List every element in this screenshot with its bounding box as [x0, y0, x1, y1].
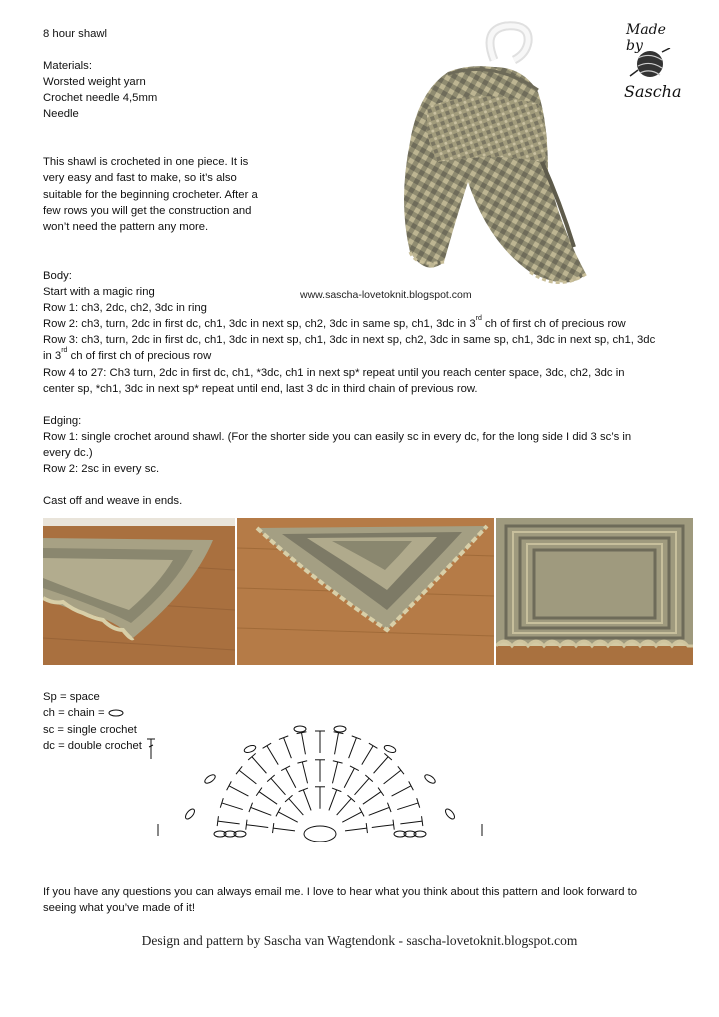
edging-row1: Row 1: single crochet around shawl. (For the shorter side you can easily sc in every dc, for the long side I did 3 sc’s in [43, 431, 632, 443]
logo-line2: Sascha [624, 82, 682, 101]
body-row4-cont: center sp, *ch1, 3dc in next sp* repeat until end, last 3 dc in third chain of previous row. [43, 383, 478, 395]
legend-chain: ch = chain = [43, 705, 124, 721]
dc-stitch [303, 790, 311, 811]
dc-stitch [397, 803, 418, 810]
dc-stitch-top [227, 781, 232, 790]
chain-stitch [294, 726, 306, 732]
dc-stitch [337, 799, 352, 816]
legend-space: Sp = space [43, 691, 100, 703]
dc-stitch-top [369, 743, 378, 748]
shawl-photo-1 [43, 518, 235, 665]
dc-stitch [222, 803, 243, 810]
brand-logo [616, 20, 686, 112]
dc-stitch-top [409, 781, 414, 790]
dc-stitch-top [256, 788, 262, 796]
shawl-spread-image [237, 518, 494, 665]
dc-stitch-top [276, 807, 281, 816]
yarn-ball-icon [628, 48, 672, 80]
dc-stitch [229, 786, 248, 796]
shawl-photo-2 [237, 518, 494, 665]
dc-stitch-top [281, 766, 290, 771]
materials-item: Needle [43, 108, 79, 120]
dc-stitch-top [217, 816, 218, 826]
materials-heading: Materials: [43, 60, 92, 72]
shawl-on-floor-image [43, 518, 235, 665]
dc-stitch-top [263, 743, 272, 748]
dc-stitch [344, 768, 354, 787]
chain-stitch [423, 773, 436, 785]
dc-stitch-top [398, 766, 404, 774]
crochet-chart-diagram [150, 712, 490, 842]
dc-stitch [363, 792, 381, 805]
intro-line: This shawl is crocheted in one piece. It is [43, 156, 249, 168]
dc-stitch [345, 828, 367, 831]
dc-stitch [251, 807, 272, 815]
intro-line: very easy and fast to make, so it’s also [43, 172, 237, 184]
dc-stitch [374, 757, 389, 774]
body-row3-cont: in 3rd ch of first ch of precious row [43, 347, 212, 362]
dc-stitch [342, 812, 361, 822]
dc-stitch [289, 799, 304, 816]
dc-stitch-top [378, 788, 384, 796]
body-row2: Row 2: ch3, turn, 2dc in first dc, ch1, 3dc in next sp, ch2, 3dc in same sp, ch1, 3dc in 3rd ch of first ch of precious row [43, 315, 626, 330]
dc-stitch-top [366, 823, 367, 833]
dc-stitch [335, 733, 339, 755]
dc-stitch-top [246, 820, 247, 830]
materials-item: Worsted weight yarn [43, 76, 146, 88]
closing-text-cont: seeing what you’ve made of it! [43, 902, 195, 914]
chain-stitch [334, 726, 346, 732]
dc-stitch [372, 825, 394, 828]
dc-stitch [392, 786, 411, 796]
dc-stitch [271, 778, 286, 795]
chain-stitch [383, 744, 396, 754]
dc-stitch [239, 770, 256, 784]
photo-caption: www.sascha-lovetoknit.blogspot.com [300, 289, 472, 301]
chain-symbol-icon [108, 709, 124, 717]
shawl-closeup-image [496, 518, 693, 665]
legend-double-crochet: dc = double crochet [43, 738, 156, 760]
chain-stitch [203, 773, 216, 785]
dc-stitch [400, 821, 422, 824]
body-row3: Row 3: ch3, turn, 2dc in first dc, ch1, 3dc in next sp, ch1, 3dc in next sp, ch2, 3dc in same sp, ch1, 3dc in next sp, ch1, 3dc [43, 334, 656, 346]
body-start: Start with a magic ring [43, 286, 155, 298]
dc-stitch [246, 825, 268, 828]
dc-stitch-top [273, 823, 274, 833]
dc-stitch [284, 738, 292, 759]
dc-stitch [286, 768, 296, 787]
dc-stitch-top [236, 766, 242, 774]
chain-stitch [184, 807, 196, 820]
dc-stitch [302, 762, 307, 783]
cast-off-text: Cast off and weave in ends. [43, 495, 183, 507]
dc-stitch-top [393, 820, 394, 830]
intro-line: few rows you will get the construction and [43, 205, 252, 217]
closing-text: If you have any questions you can always email me. I love to hear what you think about this pattern and look forward to [43, 886, 638, 898]
body-heading: Body: [43, 270, 72, 282]
chain-stitch [243, 744, 256, 754]
dc-stitch-top [350, 766, 359, 771]
dc-stitch [384, 770, 401, 784]
materials-item: Crochet needle 4,5mm [43, 92, 158, 104]
shawl-hanger-photo [298, 12, 690, 302]
dc-stitch [301, 733, 305, 755]
legend-single-crochet: sc = single crochet [43, 724, 137, 736]
dc-stitch [273, 828, 295, 831]
dc-stitch [278, 812, 297, 822]
dc-stitch [267, 746, 278, 765]
dc-stitch [252, 757, 267, 774]
dc-stitch [259, 792, 277, 805]
edging-heading: Edging: [43, 415, 82, 427]
intro-line: won’t need the pattern any more. [43, 221, 209, 233]
page-title: 8 hour shawl [43, 28, 108, 40]
dc-stitch [355, 778, 370, 795]
magic-ring [304, 826, 336, 842]
dc-stitch-top [422, 816, 423, 826]
logo-line1: Made by [626, 22, 666, 54]
chain-stitch [444, 807, 456, 820]
dc-stitch [369, 807, 390, 815]
dc-stitch [349, 738, 357, 759]
edging-row1-cont: every dc.) [43, 447, 93, 459]
dc-stitch [329, 790, 337, 811]
dc-stitch [362, 746, 373, 765]
dc-stitch [332, 762, 337, 783]
dc-stitch-top [359, 807, 364, 816]
edging-row2: Row 2: 2sc in every sc. [43, 463, 160, 475]
body-row4: Row 4 to 27: Ch3 turn, 2dc in first dc, ch1, *3dc, ch1 in next sp* repeat until you reach center space, 3dc, ch2, 3dc in [43, 367, 625, 379]
body-row1: Row 1: ch3, 2dc, ch2, 3dc in ring [43, 302, 207, 314]
shawl-photo-3 [496, 518, 693, 665]
intro-line: suitable for the beginning crocheter. After a [43, 189, 258, 201]
dc-stitch [218, 821, 240, 824]
footer-credit: Design and pattern by Sascha van Wagtendonk - sascha-lovetoknit.blogspot.com [141, 933, 578, 948]
